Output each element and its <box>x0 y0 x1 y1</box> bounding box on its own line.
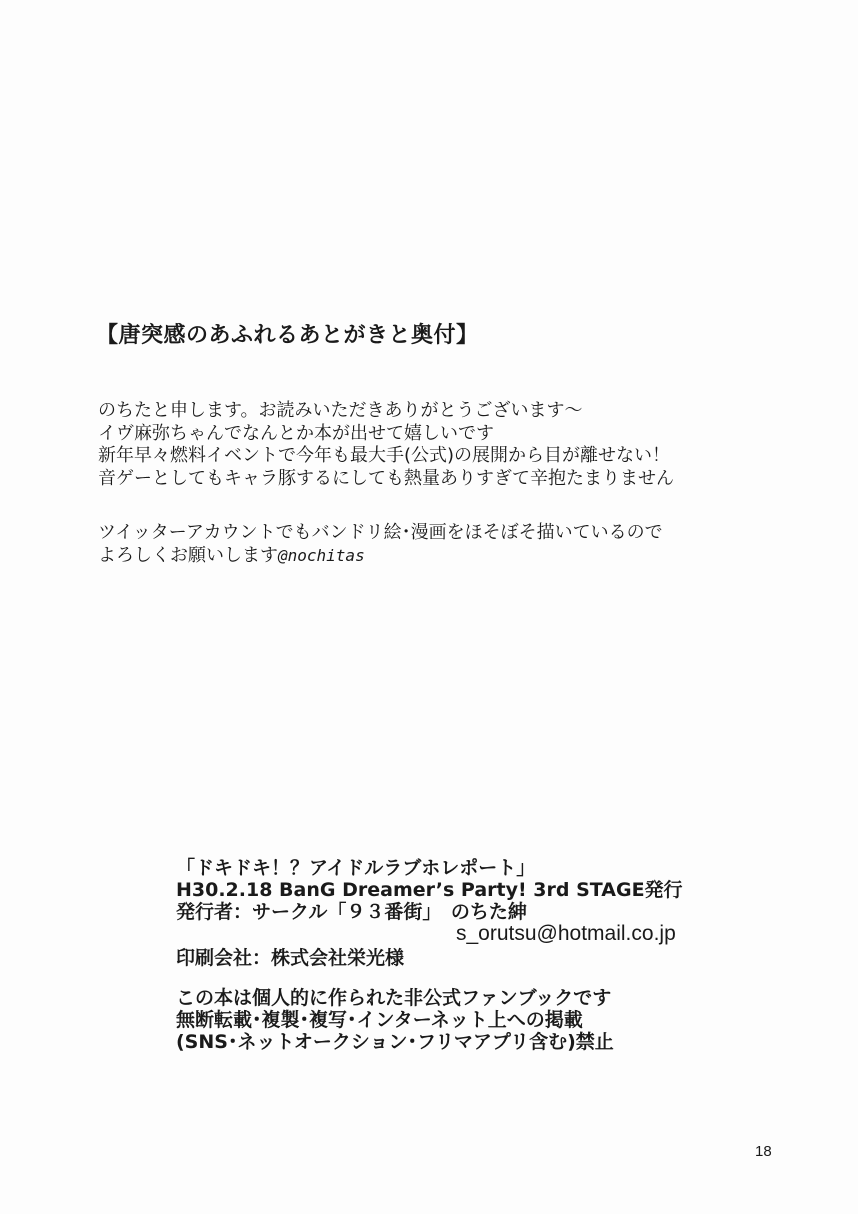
book-title: 「ドキドキ！？アイドルラブホレポート」 <box>176 857 536 879</box>
publisher-info: 発行者：サークル「９３番街」 のちた紳 <box>176 901 527 923</box>
spacer <box>176 969 683 987</box>
twitter-line-with-handle <box>98 545 663 568</box>
notice-line: 無断転載･複製･複写･インターネット上への掲載 <box>176 1009 583 1031</box>
greeting-line: 新年早々燃料イベントで今年も最大手(公式)の展開から目が離せない！ <box>98 445 671 466</box>
contact-email: s_orutsu@hotmail.co.jp <box>456 922 676 945</box>
printer-info: 印刷会社：株式会社栄光様 <box>176 947 405 969</box>
twitter-paragraph <box>98 522 663 567</box>
twitter-handle: @nochitas <box>278 545 365 565</box>
page-number: 18 <box>755 1143 772 1160</box>
afterword-heading: 【唐突感のあふれるあとがきと奥付】 <box>96 323 479 348</box>
greeting-line: イヴ麻弥ちゃんでなんとか本が出せて嬉しいです <box>98 422 494 444</box>
greeting-line: のちたと申します。お読みいただきありがとうございます〜 <box>98 400 583 421</box>
greeting-paragraph <box>98 400 674 490</box>
twitter-line: ツイッターアカウントでもバンドリ絵･漫画をほそぼそ描いているので <box>98 522 663 543</box>
greeting-line: 音ゲーとしてもキャラ豚するにしても熱量ありすぎて辛抱たまりません <box>98 467 674 489</box>
event-info: H30.2.18 BanG Dreamer’s Party! 3rd STAGE発行 <box>176 879 683 901</box>
colophon <box>176 857 683 1053</box>
notice-line: (SNS･ネットオークション･フリマアプリ含む)禁止 <box>176 1031 614 1053</box>
twitter-line-prefix: よろしくお願いします <box>98 544 278 566</box>
notice-line: この本は個人的に作られた非公式ファンブックです <box>176 987 612 1009</box>
